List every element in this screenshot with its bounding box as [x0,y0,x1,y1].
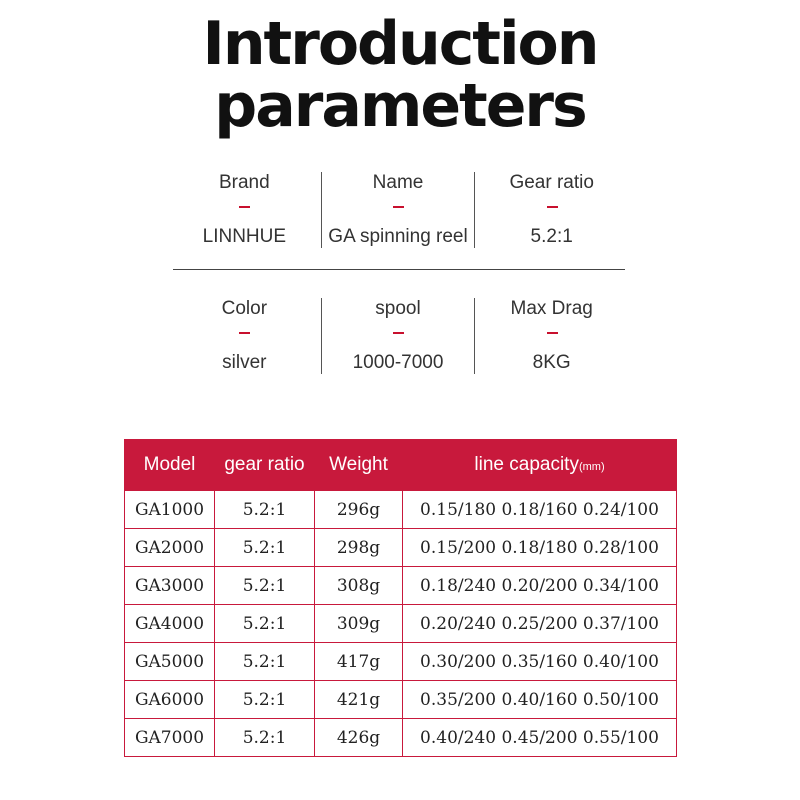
table-row [125,719,677,757]
row-divider [173,269,625,270]
cell-line-capacity: 0.18/240 0.20/200 0.34/100 [403,567,677,605]
table-row [125,567,677,605]
param-value: 8KG [532,352,571,373]
param-value: silver [222,352,267,373]
table-row [125,643,677,681]
param-gear-ratio [475,170,628,260]
cell-gear-ratio: 5.2:1 [215,491,315,529]
cell-line-capacity: 0.35/200 0.40/160 0.50/100 [403,681,677,719]
table-row [125,529,677,567]
cell-weight: 296g [315,491,403,529]
param-value: 5.2:1 [530,226,573,247]
param-value: LINNHUE [202,226,287,247]
red-dash [239,332,250,334]
param-value: 1000-7000 [352,352,444,373]
parameters-row [168,170,628,260]
cell-line-capacity: 0.30/200 0.35/160 0.40/100 [403,643,677,681]
param-name [322,170,475,260]
param-label: Max Drag [510,298,593,319]
red-dash [547,206,558,208]
header-gear-ratio: gear ratio [215,440,315,491]
table-body [125,491,677,757]
page-title-line-1: Introduction [202,9,598,79]
cell-line-capacity: 0.15/180 0.18/160 0.24/100 [403,491,677,529]
cell-model: GA1000 [125,491,215,529]
cell-weight: 417g [315,643,403,681]
red-dash [239,206,250,208]
cell-model: GA2000 [125,529,215,567]
param-label: spool [375,298,421,319]
page-title-line-2: parameters [214,71,586,141]
cell-gear-ratio: 5.2:1 [215,719,315,757]
table-row [125,681,677,719]
param-brand [168,170,321,260]
param-label: Name [372,172,424,193]
header-line-capacity-label: line capacity [474,454,579,475]
header-weight: Weight [315,440,403,491]
cell-gear-ratio: 5.2:1 [215,605,315,643]
header-line-capacity [403,440,677,491]
spec-table [124,439,677,757]
cell-weight: 298g [315,529,403,567]
cell-weight: 308g [315,567,403,605]
parameters-grid [168,170,628,386]
cell-gear-ratio: 5.2:1 [215,567,315,605]
param-color [168,296,321,386]
cell-model: GA4000 [125,605,215,643]
param-label: Gear ratio [509,172,594,193]
param-value: GA spinning reel [328,226,468,247]
cell-gear-ratio: 5.2:1 [215,681,315,719]
cell-model: GA5000 [125,643,215,681]
param-label: Brand [218,172,270,193]
header-line-unit: (mm) [578,461,605,473]
cell-line-capacity: 0.15/200 0.18/180 0.28/100 [403,529,677,567]
cell-line-capacity: 0.40/240 0.45/200 0.55/100 [403,719,677,757]
table-header-row [125,440,677,491]
param-spool [322,296,475,386]
param-max-drag [475,296,628,386]
cell-model: GA3000 [125,567,215,605]
parameters-row [168,296,628,386]
cell-line-capacity: 0.20/240 0.25/200 0.37/100 [403,605,677,643]
cell-weight: 421g [315,681,403,719]
cell-weight: 426g [315,719,403,757]
cell-weight: 309g [315,605,403,643]
table-row [125,491,677,529]
cell-model: GA6000 [125,681,215,719]
red-dash [393,206,404,208]
cell-gear-ratio: 5.2:1 [215,529,315,567]
header-model: Model [125,440,215,491]
param-label: Color [221,298,268,319]
red-dash [547,332,558,334]
table-row [125,605,677,643]
cell-model: GA7000 [125,719,215,757]
red-dash [393,332,404,334]
cell-gear-ratio: 5.2:1 [215,643,315,681]
